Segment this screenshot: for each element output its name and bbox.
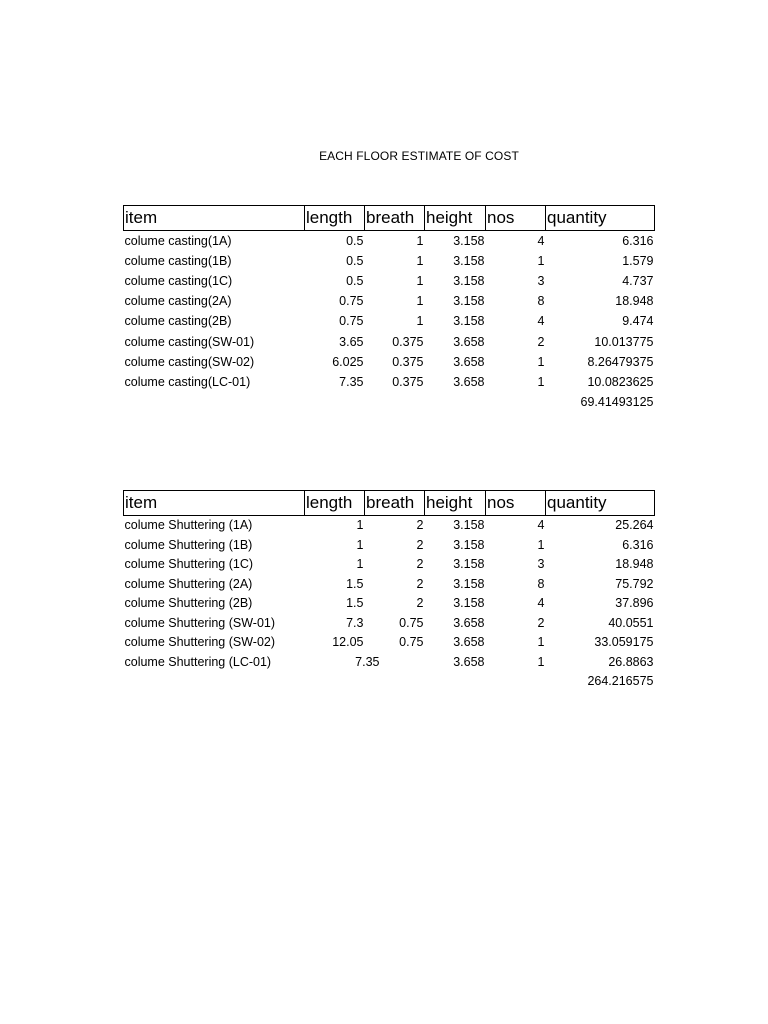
table-row (124, 292, 655, 312)
cell-breath: 2 (416, 576, 424, 591)
table-row (124, 332, 655, 352)
cell-nos: 1 (537, 537, 545, 552)
cell-height: 3.158 (453, 253, 485, 268)
cell-nos: 4 (537, 314, 545, 329)
cell-nos: 2 (537, 615, 545, 630)
cell-item: colume Shuttering (2B) (124, 596, 253, 611)
total-quantity: 264.216575 (587, 674, 654, 689)
cell-nos: 4 (537, 596, 545, 611)
total-quantity: 69.41493125 (580, 395, 654, 410)
cell-item: colume Shuttering (LC-01) (124, 654, 272, 669)
cell-item: colume casting(SW-01) (124, 334, 255, 349)
cell-item: colume Shuttering (SW-02) (124, 635, 276, 650)
cell-quantity: 10.0823625 (587, 374, 654, 389)
cell-length: 3.65 (339, 334, 364, 349)
cell-breath: 2 (416, 557, 424, 572)
header-quantity: quantity (546, 491, 655, 516)
cell-nos: 4 (537, 518, 545, 533)
cell-height: 3.158 (453, 576, 485, 591)
empty-cell (124, 672, 305, 692)
cell-breath: 0.75 (399, 615, 424, 630)
empty-cell (425, 393, 486, 413)
cell-breath: 0.375 (392, 354, 424, 369)
cell-quantity: 4.737 (622, 273, 654, 288)
table-row (124, 231, 655, 252)
cell-length: 1 (356, 518, 364, 533)
cell-height: 3.158 (453, 233, 485, 248)
cell-height: 3.658 (453, 354, 485, 369)
cell-item: colume casting(1C) (124, 273, 233, 288)
cell-breath: 0.375 (392, 374, 424, 389)
table-row (124, 251, 655, 271)
cell-nos: 1 (537, 253, 545, 268)
cell-quantity: 6.316 (622, 537, 654, 552)
empty-cell (486, 672, 546, 692)
header-height: height (425, 491, 486, 516)
cell-height: 3.658 (453, 374, 485, 389)
cell-nos: 1 (537, 654, 545, 669)
table-row (124, 536, 655, 556)
page-title: EACH FLOOR ESTIMATE OF COST (319, 149, 519, 163)
cell-breath: 1 (416, 314, 424, 329)
cell-breath: 2 (416, 518, 424, 533)
cell-item: colume casting(1A) (124, 233, 232, 248)
cell-item: colume Shuttering (1B) (124, 537, 253, 552)
cell-quantity: 8.26479375 (587, 354, 654, 369)
total-row (124, 393, 655, 413)
cell-quantity: 75.792 (615, 576, 654, 591)
cell-quantity: 6.316 (622, 233, 654, 248)
cell-height: 3.158 (453, 537, 485, 552)
cell-quantity: 1.579 (622, 253, 654, 268)
table-row (124, 633, 655, 653)
cell-length: 7.35 (339, 374, 364, 389)
cell-height: 3.158 (453, 518, 485, 533)
header-item: item (124, 206, 305, 231)
cell-quantity: 18.948 (615, 557, 654, 572)
header-row (124, 206, 655, 231)
table-row (124, 653, 655, 673)
empty-cell (365, 672, 425, 692)
cell-item: colume Shuttering (2A) (124, 576, 253, 591)
cell-height: 3.158 (453, 314, 485, 329)
cell-nos: 3 (537, 557, 545, 572)
header-item: item (124, 491, 305, 516)
cell-quantity: 33.059175 (594, 635, 654, 650)
table-row (124, 516, 655, 536)
cell-length: 7.3 (346, 615, 364, 630)
cell-height: 3.158 (453, 557, 485, 572)
cell-length: 6.025 (332, 354, 364, 369)
cell-length: 1 (356, 557, 364, 572)
cell-item: colume Shuttering (1A) (124, 518, 253, 533)
header-breath: breath (365, 491, 425, 516)
cell-breath: 2 (416, 537, 424, 552)
table-row (124, 352, 655, 372)
cell-item: colume casting(LC-01) (124, 374, 251, 389)
cell-height: 3.158 (453, 273, 485, 288)
cell-item: colume Shuttering (SW-01) (124, 615, 276, 630)
shuttering-table (123, 490, 655, 692)
casting-table (123, 205, 655, 413)
cell-length: 0.5 (346, 233, 364, 248)
cell-nos: 3 (537, 273, 545, 288)
cell-breath: 2 (416, 596, 424, 611)
cell-item: colume casting(2B) (124, 314, 232, 329)
header-nos: nos (486, 491, 546, 516)
header-length: length (305, 491, 365, 516)
cell-height: 3.658 (453, 334, 485, 349)
cell-quantity: 18.948 (615, 294, 654, 309)
table-row (124, 271, 655, 291)
empty-cell (486, 393, 546, 413)
cell-quantity: 10.013775 (594, 334, 654, 349)
cell-length: 1.5 (346, 576, 364, 591)
cell-nos: 4 (537, 233, 545, 248)
cell-length: 0.75 (339, 294, 364, 309)
header-breath: breath (365, 206, 425, 231)
cell-length: 0.75 (339, 314, 364, 329)
cell-length: 7.35 (355, 654, 380, 669)
header-height: height (425, 206, 486, 231)
cell-nos: 1 (537, 374, 545, 389)
cell-length: 1 (356, 537, 364, 552)
table-row (124, 594, 655, 614)
empty-cell (365, 393, 425, 413)
empty-cell (305, 393, 365, 413)
table-row (124, 575, 655, 595)
table-row (124, 312, 655, 332)
cell-quantity: 9.474 (622, 314, 654, 329)
cell-length: 0.5 (346, 273, 364, 288)
cell-breath: 1 (416, 273, 424, 288)
cell-nos: 2 (537, 334, 545, 349)
table-row (124, 372, 655, 392)
cell-item: colume Shuttering (1C) (124, 557, 254, 572)
cell-item: colume casting(SW-02) (124, 354, 255, 369)
cell-length: 12.05 (332, 635, 364, 650)
cell-nos: 1 (537, 635, 545, 650)
header-row (124, 491, 655, 516)
cell-breath: 1 (416, 253, 424, 268)
cell-item: colume casting(2A) (124, 294, 232, 309)
empty-cell (425, 672, 486, 692)
header-nos: nos (486, 206, 546, 231)
cell-breath: 1 (416, 233, 424, 248)
cell-height: 3.158 (453, 596, 485, 611)
cell-quantity: 26.8863 (608, 654, 654, 669)
cell-nos: 1 (537, 354, 545, 369)
cell-height: 3.158 (453, 294, 485, 309)
cell-breath: 0.375 (392, 334, 424, 349)
cell-breath: 1 (416, 294, 424, 309)
cell-height: 3.658 (453, 635, 485, 650)
cell-length: 1.5 (346, 596, 364, 611)
cell-quantity: 37.896 (615, 596, 654, 611)
header-quantity: quantity (546, 206, 655, 231)
cell-item: colume casting(1B) (124, 253, 232, 268)
cell-quantity: 40.0551 (608, 615, 654, 630)
cell-length: 0.5 (346, 253, 364, 268)
cell-height: 3.658 (453, 654, 485, 669)
cell-height: 3.658 (453, 615, 485, 630)
total-row (124, 672, 655, 692)
header-length: length (305, 206, 365, 231)
cell-quantity: 25.264 (615, 518, 654, 533)
cell-breath: 0.75 (399, 635, 424, 650)
cell-nos: 8 (537, 576, 545, 591)
table-row (124, 555, 655, 575)
empty-cell (124, 393, 305, 413)
empty-cell (305, 672, 365, 692)
table-row (124, 614, 655, 634)
cell-nos: 8 (537, 294, 545, 309)
